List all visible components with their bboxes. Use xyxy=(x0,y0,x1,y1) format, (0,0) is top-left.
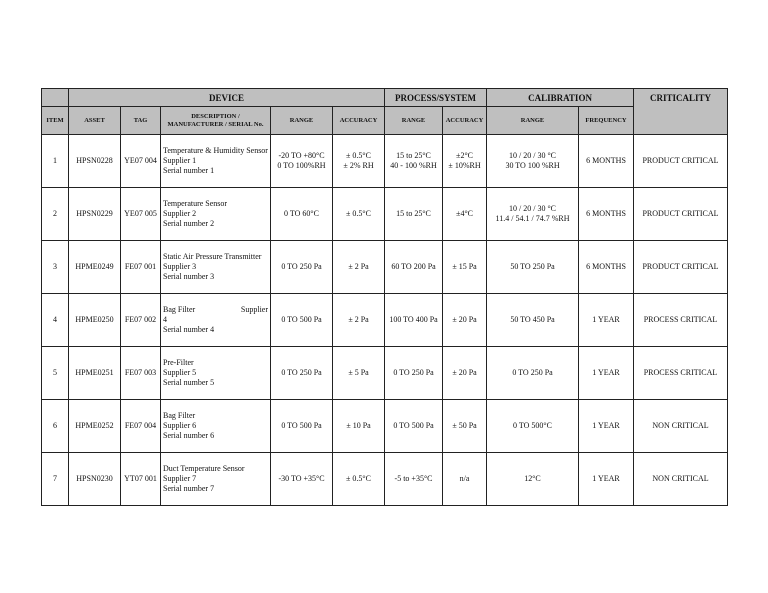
description-line: Duct Temperature Sensor xyxy=(163,464,245,473)
cell-asset: HPME0252 xyxy=(69,400,121,453)
cell-description xyxy=(161,135,271,188)
cell-cal-range xyxy=(487,400,579,453)
cell-process-accuracy xyxy=(443,400,487,453)
process-accuracy-line: ±2°C xyxy=(456,151,473,160)
description-line: Supplier 6 xyxy=(163,421,197,430)
cell-process-range xyxy=(385,188,443,241)
cell-asset: HPME0251 xyxy=(69,347,121,400)
col-frequency: FREQUENCY xyxy=(579,107,634,135)
cell-cal-range xyxy=(487,453,579,506)
cell-tag: YE07 005 xyxy=(121,188,161,241)
cell-cal-range xyxy=(487,294,579,347)
cell-accuracy xyxy=(333,347,385,400)
cell-cal-range xyxy=(487,135,579,188)
group-criticality: CRITICALITY xyxy=(634,89,728,135)
cell-frequency: 6 MONTHS xyxy=(579,241,634,294)
range-line: -20 TO +80°C xyxy=(278,151,325,160)
description-line: Supplier 2 xyxy=(163,209,197,218)
cell-criticality: PRODUCT CRITICAL xyxy=(634,135,728,188)
table-row xyxy=(42,453,728,506)
process-range-line: -5 to +35°C xyxy=(394,474,433,483)
process-accuracy-line: ± 15 Pa xyxy=(452,262,477,271)
cell-item: 3 xyxy=(42,241,69,294)
range-line: 0 TO 500 Pa xyxy=(281,315,322,324)
calibration-table xyxy=(41,88,728,506)
cell-item: 7 xyxy=(42,453,69,506)
accuracy-line: ± 0.5°C xyxy=(346,151,371,160)
range-line: 0 TO 500 Pa xyxy=(281,421,322,430)
table-row xyxy=(42,400,728,453)
cell-frequency: 1 YEAR xyxy=(579,400,634,453)
range-line: 0 TO 250 Pa xyxy=(281,368,322,377)
cal-range-line: 11.4 / 54.1 / 74.7 %RH xyxy=(495,214,570,223)
col-accuracy: ACCURACY xyxy=(333,107,385,135)
col-cal-range: RANGE xyxy=(487,107,579,135)
process-range-line: 60 TO 200 Pa xyxy=(391,262,436,271)
description-line: Supplier 3 xyxy=(163,262,197,271)
cell-process-range xyxy=(385,453,443,506)
description-line: Serial number 6 xyxy=(163,431,215,440)
cell-description xyxy=(161,347,271,400)
cell-range xyxy=(271,347,333,400)
accuracy-line: ± 2 Pa xyxy=(348,315,369,324)
cell-process-accuracy xyxy=(443,241,487,294)
table-row xyxy=(42,294,728,347)
cell-asset: HPME0250 xyxy=(69,294,121,347)
cal-range-line: 12°C xyxy=(524,474,541,483)
group-process: PROCESS/SYSTEM xyxy=(385,89,487,107)
process-range-line: 40 - 100 %RH xyxy=(390,161,437,170)
cal-range-line: 10 / 20 / 30 °C xyxy=(509,151,556,160)
cal-range-line: 0 TO 250 Pa xyxy=(512,368,553,377)
table-row xyxy=(42,241,728,294)
cell-cal-range xyxy=(487,188,579,241)
cell-range xyxy=(271,135,333,188)
range-line: 0 TO 60°C xyxy=(284,209,319,218)
cell-process-accuracy xyxy=(443,453,487,506)
cell-asset: HPSN0230 xyxy=(69,453,121,506)
cell-tag: YT07 001 xyxy=(121,453,161,506)
cell-process-range xyxy=(385,400,443,453)
group-calibration: CALIBRATION xyxy=(487,89,634,107)
cell-item: 6 xyxy=(42,400,69,453)
table-row xyxy=(42,347,728,400)
description-line: Bag Filter xyxy=(163,411,196,420)
process-range-line: 100 TO 400 Pa xyxy=(389,315,438,324)
cell-process-range xyxy=(385,294,443,347)
cell-process-accuracy xyxy=(443,135,487,188)
description-line: 4 xyxy=(163,315,167,324)
accuracy-line: ± 2 Pa xyxy=(348,262,369,271)
process-accuracy-line: ± 10%RH xyxy=(448,161,481,170)
group-header-row xyxy=(42,89,728,107)
cell-accuracy xyxy=(333,453,385,506)
cell-accuracy xyxy=(333,400,385,453)
range-line: 0 TO 100%RH xyxy=(277,161,326,170)
cell-process-accuracy xyxy=(443,294,487,347)
cell-range xyxy=(271,453,333,506)
col-tag: TAG xyxy=(121,107,161,135)
accuracy-line: ± 5 Pa xyxy=(348,368,369,377)
cell-tag: FE07 001 xyxy=(121,241,161,294)
cell-accuracy xyxy=(333,135,385,188)
cell-description xyxy=(161,241,271,294)
cell-range xyxy=(271,241,333,294)
cell-criticality: PROCESS CRITICAL xyxy=(634,347,728,400)
process-accuracy-line: ± 20 Pa xyxy=(452,315,477,324)
cell-cal-range xyxy=(487,241,579,294)
process-range-line: 0 TO 250 Pa xyxy=(393,368,434,377)
cell-frequency: 1 YEAR xyxy=(579,347,634,400)
cell-frequency: 1 YEAR xyxy=(579,453,634,506)
description-line: Temperature & Humidity Sensor xyxy=(163,146,268,155)
description-line: Pre-Filter xyxy=(163,358,194,367)
cell-range xyxy=(271,294,333,347)
col-range: RANGE xyxy=(271,107,333,135)
cell-frequency: 1 YEAR xyxy=(579,294,634,347)
cell-accuracy xyxy=(333,241,385,294)
col-process-range: RANGE xyxy=(385,107,443,135)
cal-range-line: 0 TO 500°C xyxy=(513,421,552,430)
cal-range-line: 10 / 20 / 30 °C xyxy=(509,204,556,213)
cell-criticality: PROCESS CRITICAL xyxy=(634,294,728,347)
cell-tag: FE07 004 xyxy=(121,400,161,453)
accuracy-line: ± 10 Pa xyxy=(346,421,371,430)
col-item: ITEM xyxy=(42,107,69,135)
cell-accuracy xyxy=(333,294,385,347)
col-process-accuracy: ACCURACY xyxy=(443,107,487,135)
description-text: Supplier xyxy=(240,305,268,314)
cell-asset: HPME0249 xyxy=(69,241,121,294)
accuracy-line: ± 0.5°C xyxy=(346,474,371,483)
process-range-line: 0 TO 500 Pa xyxy=(393,421,434,430)
description-line: Temperature Sensor xyxy=(163,199,228,208)
process-range-line: 15 to 25°C xyxy=(396,151,431,160)
cell-criticality: PRODUCT CRITICAL xyxy=(634,188,728,241)
col-asset: ASSET xyxy=(69,107,121,135)
cell-process-range xyxy=(385,241,443,294)
process-range-line: 15 to 25°C xyxy=(396,209,431,218)
cell-criticality: PRODUCT CRITICAL xyxy=(634,241,728,294)
description-line: Serial number 7 xyxy=(163,484,215,493)
description-line: Serial number 1 xyxy=(163,166,215,175)
table-row xyxy=(42,135,728,188)
cal-range-line: 50 TO 250 Pa xyxy=(510,262,555,271)
cal-range-line: 30 TO 100 %RH xyxy=(505,161,560,170)
range-line: 0 TO 250 Pa xyxy=(281,262,322,271)
cell-frequency: 6 MONTHS xyxy=(579,188,634,241)
cell-tag: FE07 003 xyxy=(121,347,161,400)
cell-description xyxy=(161,188,271,241)
cell-range xyxy=(271,188,333,241)
cell-asset: HPSN0228 xyxy=(69,135,121,188)
process-accuracy-line: ±4°C xyxy=(456,209,473,218)
cell-item: 2 xyxy=(42,188,69,241)
col-description: DESCRIPTION / MANUFACTURER / SERIAL No. xyxy=(161,107,271,135)
cell-accuracy xyxy=(333,188,385,241)
description-line: Serial number 5 xyxy=(163,378,215,387)
description-line: Supplier 5 xyxy=(163,368,197,377)
cal-range-line: 50 TO 450 Pa xyxy=(510,315,555,324)
cell-tag: YE07 004 xyxy=(121,135,161,188)
cell-item: 5 xyxy=(42,347,69,400)
process-accuracy-line: ± 20 Pa xyxy=(452,368,477,377)
cell-cal-range xyxy=(487,347,579,400)
cell-criticality: NON CRITICAL xyxy=(634,400,728,453)
cell-process-range xyxy=(385,347,443,400)
cell-description xyxy=(161,294,271,347)
accuracy-line: ± 2% RH xyxy=(343,161,374,170)
description-line: Static Air Pressure Transmitter xyxy=(163,252,262,261)
cell-item: 1 xyxy=(42,135,69,188)
cell-criticality: NON CRITICAL xyxy=(634,453,728,506)
header-blank xyxy=(42,89,69,107)
range-line: -30 TO +35°C xyxy=(278,474,325,483)
cell-tag: FE07 002 xyxy=(121,294,161,347)
description-line: Serial number 2 xyxy=(163,219,215,228)
cell-item: 4 xyxy=(42,294,69,347)
description-line: Supplier 7 xyxy=(163,474,197,483)
cell-process-range xyxy=(385,135,443,188)
description-line xyxy=(163,305,268,315)
cell-process-accuracy xyxy=(443,188,487,241)
cell-process-accuracy xyxy=(443,347,487,400)
cell-description xyxy=(161,453,271,506)
cell-frequency: 6 MONTHS xyxy=(579,135,634,188)
group-device: DEVICE xyxy=(69,89,385,107)
description-line: Serial number 3 xyxy=(163,272,215,281)
table-row xyxy=(42,188,728,241)
column-header-row xyxy=(42,107,728,135)
cell-description xyxy=(161,400,271,453)
process-accuracy-line: n/a xyxy=(459,474,470,483)
accuracy-line: ± 0.5°C xyxy=(346,209,371,218)
cell-range xyxy=(271,400,333,453)
cell-asset: HPSN0229 xyxy=(69,188,121,241)
description-line: Serial number 4 xyxy=(163,325,215,334)
description-line: Supplier 1 xyxy=(163,156,197,165)
process-accuracy-line: ± 50 Pa xyxy=(452,421,477,430)
description-text: Bag Filter xyxy=(163,305,196,314)
